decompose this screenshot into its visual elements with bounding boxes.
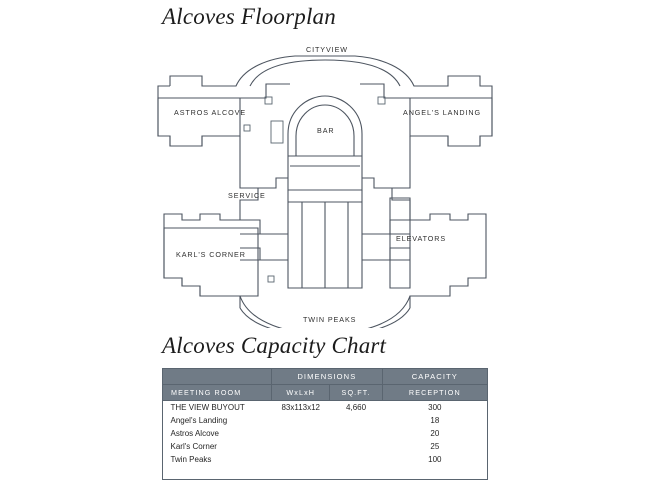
- subheader-reception: RECEPTION: [382, 385, 487, 401]
- floorplan-diagram: [140, 38, 510, 328]
- cell-sqft: [330, 453, 382, 466]
- table-row: [163, 453, 488, 466]
- plan-label-karls-corner: KARL'S CORNER: [176, 250, 246, 259]
- cell-sqft: [330, 427, 382, 440]
- header-blank: [163, 369, 272, 385]
- cell-dimensions: [272, 440, 330, 453]
- header-capacity: CAPACITY: [382, 369, 487, 385]
- plan-label-twin-peaks: TWIN PEAKS: [303, 315, 357, 324]
- subheader-meeting-room: MEETING ROOM: [163, 385, 272, 401]
- table-row: [163, 427, 488, 440]
- cell-dimensions: 83x113x12: [281, 403, 321, 412]
- plan-label-cityview: CITYVIEW: [306, 45, 348, 54]
- cell-dimensions: [272, 427, 330, 440]
- cell-reception: 100: [428, 455, 442, 464]
- plan-label-astros-alcove: ASTROS ALCOVE: [174, 108, 247, 117]
- page-title-floorplan: Alcoves Floorplan: [162, 4, 336, 29]
- table-sub-header-row: [163, 385, 488, 401]
- cell-room: THE VIEW BUYOUT: [170, 403, 245, 412]
- page-title-capacity: Alcoves Capacity Chart: [162, 333, 387, 358]
- header-dimensions: DIMENSIONS: [272, 369, 383, 385]
- cell-dimensions: [272, 453, 330, 466]
- cell-sqft: [330, 440, 382, 453]
- plan-label-service: SERVICE: [228, 191, 266, 200]
- plan-label-angels-landing: ANGEL'S LANDING: [403, 108, 481, 117]
- cell-reception: 18: [430, 416, 440, 425]
- capacity-table: [162, 368, 488, 466]
- table-group-header-row: [163, 369, 488, 385]
- cell-reception: 20: [430, 429, 440, 438]
- cell-sqft: [330, 414, 382, 427]
- subheader-wxlxh: WxLxH: [272, 385, 330, 401]
- cell-sqft: 4,660: [346, 403, 367, 412]
- plan-column: [271, 121, 283, 143]
- floorplan-svg: [140, 38, 510, 328]
- cell-dimensions: [272, 414, 330, 427]
- table-row: [163, 440, 488, 453]
- cell-reception: 300: [428, 403, 442, 412]
- cell-room: Twin Peaks: [170, 455, 212, 464]
- cell-room: Angel's Landing: [170, 416, 228, 425]
- plan-label-elevators: ELEVATORS: [396, 234, 447, 243]
- table-row: [163, 401, 488, 415]
- cell-reception: 25: [430, 442, 440, 451]
- plan-label-bar: BAR: [317, 126, 335, 135]
- subheader-sqft: SQ.FT.: [330, 385, 382, 401]
- plan-marker-4: [268, 276, 274, 282]
- plan-marker-3: [244, 125, 250, 131]
- cell-room: Astros Alcove: [170, 429, 219, 438]
- table-row: [163, 414, 488, 427]
- cell-room: Karl's Corner: [170, 442, 217, 451]
